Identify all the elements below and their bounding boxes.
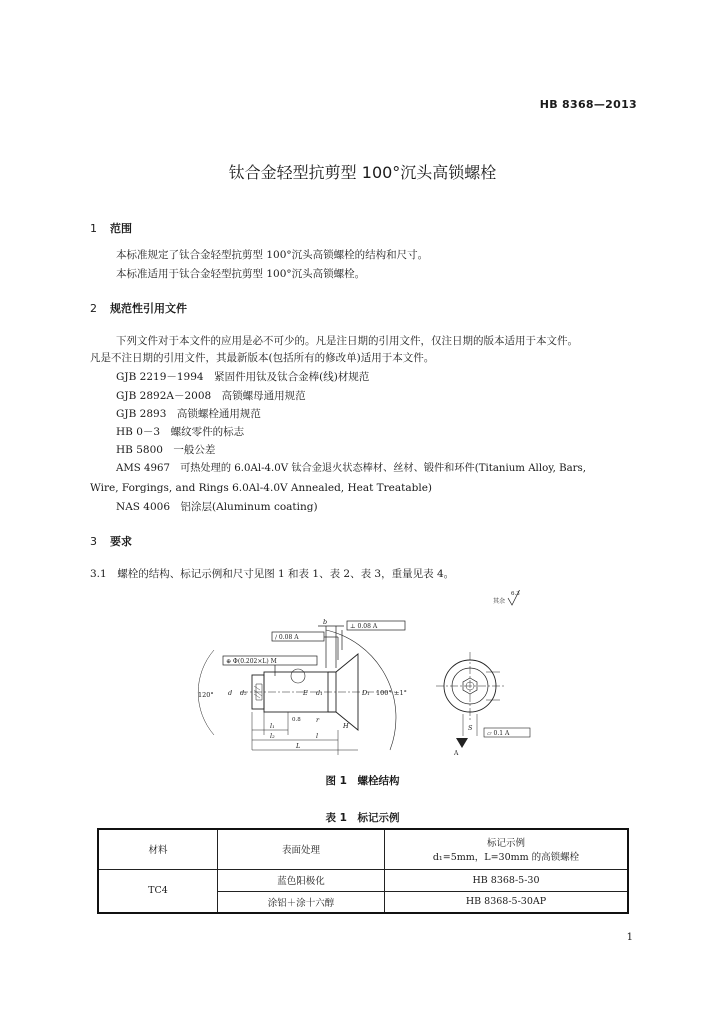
reference-item: HB 5800 一般公差 (116, 444, 216, 456)
label-slash: ∕ 0.08 A (275, 634, 299, 641)
reference-item: GJB 2893 高锁螺栓通用规范 (116, 408, 261, 420)
reference-item: AMS 4967 可热处理的 6.0Al-4.0V 钛合金退火状态棒材、丝材、锻件和环件(Titanium Alloy, Bars, (116, 463, 586, 474)
section-3-heading (90, 533, 132, 549)
table-header-row (98, 829, 628, 869)
mark-cell: HB 8368-5-30 (385, 869, 629, 891)
label-L: L (296, 742, 301, 750)
label-D1: D₁ (362, 689, 370, 697)
paragraph: 下列文件对于本文件的应用是必不可少的。凡是注日期的引用文件，仅注日期的版本适用于本文件。 (116, 335, 578, 347)
section-title: 要求 (110, 535, 132, 548)
label-S: S (468, 724, 473, 732)
label-tol: ±1° (394, 689, 407, 697)
paragraph: 本标准适用于钛合金轻型抗剪型 100°沉头高锁螺栓。 (116, 268, 366, 280)
reference-item: GJB 2219－1994 紧固件用钛及钛合金棒(线)材规范 (116, 371, 370, 383)
roughness-value: 6.3 (511, 591, 520, 597)
label-pos: ⊕ Φ(0.202×L) M (226, 658, 277, 665)
header-mark (385, 829, 629, 869)
label-d1: d₁ (316, 689, 323, 697)
reference-item: GJB 2892A－2008 高锁螺母通用规范 (116, 390, 306, 402)
bolt-structure-drawing (190, 590, 560, 760)
label-0-8: 0.8 (292, 717, 301, 723)
label-perp: ⊥ 0.08 A (350, 623, 378, 630)
section-2-heading (90, 300, 187, 316)
page-number: 1 (626, 932, 633, 943)
label-E: E (303, 689, 308, 697)
header-surface: 表面处理 (218, 829, 385, 869)
marking-example-table (97, 828, 629, 914)
label-A: A (454, 750, 459, 757)
mark-cell: HB 8368-5-30AP (385, 891, 629, 913)
header-mark-line2: d₁=5mm，L=30mm 的高锁螺栓 (432, 852, 580, 864)
document-title: 钛合金轻型抗剪型 100°沉头高锁螺栓 (228, 163, 497, 182)
label-d2: d₂ (240, 689, 247, 697)
label-l2: l₂ (270, 732, 275, 740)
label-H: H (343, 722, 349, 730)
clause-3-1: 3.1 螺栓的结构、标记示例和尺寸见图 1 和表 1、表 2、表 3，重量见表 4。 (90, 568, 455, 580)
roughness-symbol (493, 590, 520, 605)
label-d: d (228, 689, 233, 697)
label-r: r (316, 716, 320, 724)
reference-item: HB 0－3 螺纹零件的标志 (116, 426, 245, 438)
section-number: 2 (90, 302, 97, 315)
section-number: 3 (90, 535, 97, 548)
section-title: 范围 (110, 222, 132, 235)
figure-caption: 图 1 螺栓结构 (325, 775, 400, 787)
header-mark-line1: 标记示例 (486, 838, 525, 850)
bolt-end-view (436, 652, 530, 757)
reference-item: NAS 4006 铝涂层(Aluminum coating) (116, 501, 318, 513)
surface-cell: 涂铝＋涂十六醇 (218, 891, 385, 913)
section-number: 1 (90, 222, 97, 235)
paragraph: 凡是不注日期的引用文件，其最新版本(包括所有的修改单)适用于本文件。 (90, 352, 435, 364)
material-cell: TC4 (98, 869, 218, 913)
surface-cell: 蓝色阳极化 (218, 869, 385, 891)
label-flat: ⏥ 0.1 A (487, 730, 510, 737)
table-caption: 表 1 标记示例 (325, 812, 400, 824)
label-120: 120° (198, 691, 214, 699)
label-l1: l₁ (270, 722, 275, 730)
paragraph: 本标准规定了钛合金轻型抗剪型 100°沉头高锁螺栓的结构和尺寸。 (116, 249, 429, 261)
header-material: 材料 (98, 829, 218, 869)
label-100: 100° (376, 689, 392, 697)
section-title: 规范性引用文件 (110, 302, 187, 315)
label-l: l (316, 732, 319, 740)
roughness-label: 其余 (493, 598, 506, 605)
standard-code: HB 8368—2013 (539, 98, 637, 111)
label-b: b (323, 618, 328, 626)
reference-item-continued: Wire, Forgings, and Rings 6.0Al-4.0V Annealed, Heat Treatable) (90, 482, 433, 494)
table-row (98, 869, 628, 891)
section-1-heading (90, 220, 132, 236)
